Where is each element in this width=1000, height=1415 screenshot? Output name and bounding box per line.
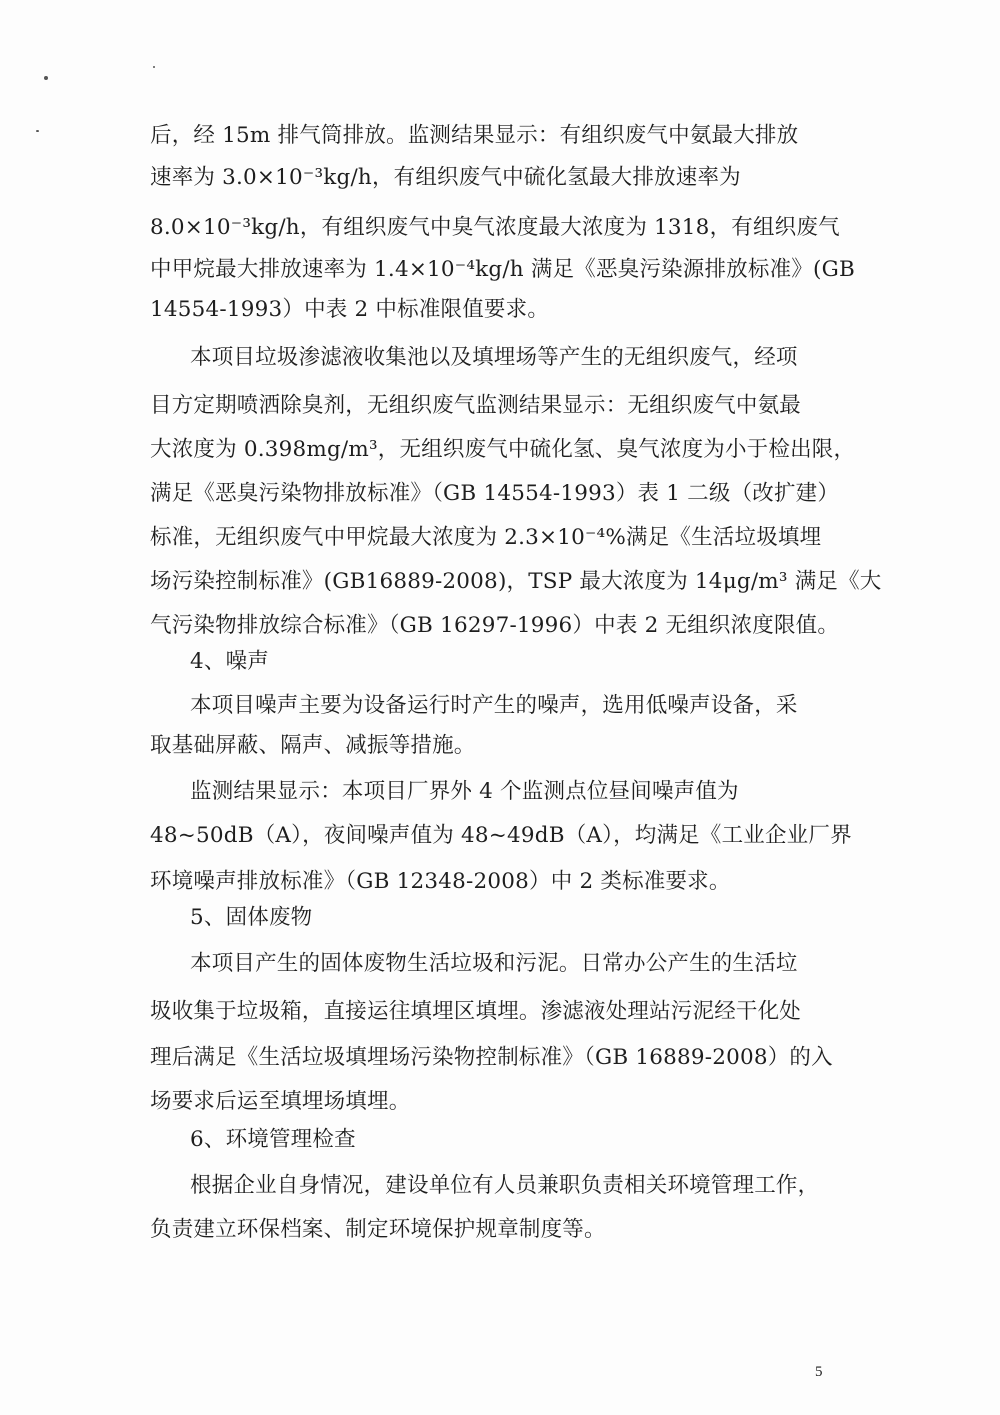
scan-speck xyxy=(153,66,155,68)
text-line: 大浓度为 0.398mg/m³，无组织废气中硫化氢、臭气浓度为小于检出限， xyxy=(150,437,856,462)
paragraph-first-line: 根据企业自身情况，建设单位有人员兼职负责相关环境管理工作， xyxy=(190,1173,820,1198)
paragraph-first-line: 监测结果显示：本项目厂界外 4 个监测点位昼间噪声值为 xyxy=(190,779,739,804)
text-line: 取基础屏蔽、隔声、减振等措施。 xyxy=(150,733,476,758)
section-heading-noise: 4、噪声 xyxy=(190,649,269,674)
page-number: 5 xyxy=(815,1364,823,1380)
paragraph-first-line: 本项目垃圾渗滤液收集池以及填埋场等产生的无组织废气，经项 xyxy=(190,345,798,370)
text-line: 负责建立环保档案、制定环境保护规章制度等。 xyxy=(150,1217,606,1242)
text-line: 中甲烷最大排放速率为 1.4×10⁻⁴kg/h 满足《恶臭污染源排放标准》(GB xyxy=(150,257,855,282)
text-line: 满足《恶臭污染物排放标准》（GB 14554-1993）表 1 二级（改扩建） xyxy=(150,481,840,506)
section-heading-solid-waste: 5、固体废物 xyxy=(190,905,313,930)
text-line: 目方定期喷洒除臭剂，无组织废气监测结果显示：无组织废气中氨最 xyxy=(150,393,802,418)
text-line: 理后满足《生活垃圾填埋场污染物控制标准》（GB 16889-2008）的入 xyxy=(150,1045,833,1070)
text-line: 速率为 3.0×10⁻³kg/h，有组织废气中硫化氢最大排放速率为 xyxy=(150,165,741,190)
scan-speck xyxy=(44,76,48,80)
text-line: 标准，无组织废气中甲烷最大浓度为 2.3×10⁻⁴%满足《生活垃圾填埋 xyxy=(150,525,822,550)
text-line: 场要求后运至填埋场填埋。 xyxy=(150,1089,411,1114)
text-line: 14554-1993）中表 2 中标准限值要求。 xyxy=(150,297,550,322)
section-heading-environmental-management: 6、环境管理检查 xyxy=(190,1127,356,1152)
text-line: 气污染物排放综合标准》（GB 16297-1996）中表 2 无组织浓度限值。 xyxy=(150,613,840,638)
text-line: 8.0×10⁻³kg/h，有组织废气中臭气浓度最大浓度为 1318，有组织废气 xyxy=(150,215,840,240)
text-line: 48~50dB（A），夜间噪声值为 48~49dB（A），均满足《工业企业厂界 xyxy=(150,823,852,848)
text-line: 后，经 15m 排气筒排放。监测结果显示：有组织废气中氨最大排放 xyxy=(150,123,799,148)
paragraph-first-line: 本项目产生的固体废物生活垃圾和污泥。日常办公产生的生活垃 xyxy=(190,951,798,976)
scan-speck xyxy=(36,130,39,132)
text-line: 圾收集于垃圾箱，直接运往填埋区填埋。渗滤液处理站污泥经干化处 xyxy=(150,999,802,1024)
paragraph-first-line: 本项目噪声主要为设备运行时产生的噪声，选用低噪声设备，采 xyxy=(190,693,798,718)
text-line: 环境噪声排放标准》（GB 12348-2008）中 2 类标准要求。 xyxy=(150,869,731,894)
text-line: 场污染控制标准》(GB16889-2008)，TSP 最大浓度为 14μg/m³ 满足《大 xyxy=(150,569,882,594)
